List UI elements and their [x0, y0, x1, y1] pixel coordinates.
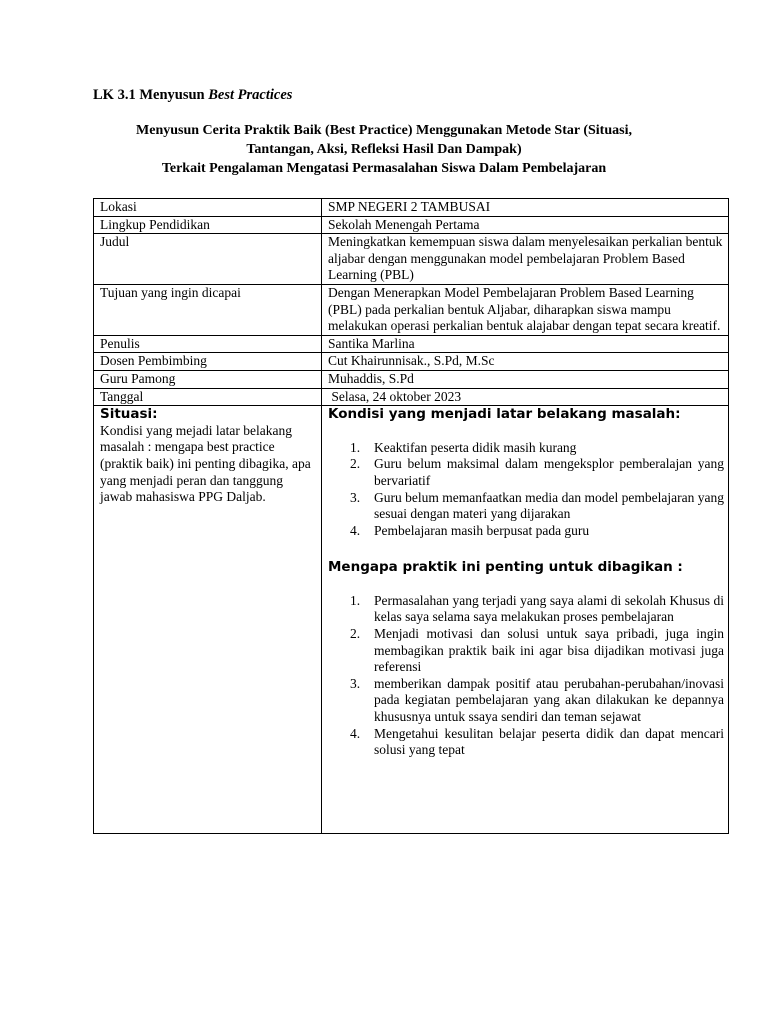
- label-penulis: Penulis: [94, 335, 322, 353]
- label-lingkup-pendidikan: Lingkup Pendidikan: [94, 216, 322, 234]
- row-tujuan: [94, 284, 729, 335]
- list-text: Mengetahui kesulitan belajar peserta didik dan dapat mencari solusi yang tepat: [374, 725, 724, 758]
- document-title-prefix: LK 3.1 Menyusun: [93, 87, 209, 103]
- label-dosen-pembimbing: Dosen Pembimbing: [94, 353, 322, 371]
- list-number: 3.: [350, 489, 361, 505]
- row-situasi: [94, 406, 729, 834]
- list-item: [328, 523, 724, 540]
- label-tujuan: Tujuan yang ingin dicapai: [94, 284, 322, 335]
- value-lokasi: SMP NEGERI 2 TAMBUSAI: [322, 199, 729, 217]
- list-number: 2.: [350, 626, 361, 642]
- label-guru-pamong: Guru Pamong: [94, 370, 322, 388]
- best-practice-table: [93, 198, 729, 834]
- value-penulis: Santika Marlina: [322, 335, 729, 353]
- value-dosen-pembimbing: Cut Khairunnisak., S.Pd, M.Sc: [322, 353, 729, 371]
- situasi-content-cell: [322, 406, 729, 834]
- value-guru-pamong: Muhaddis, S.Pd: [322, 370, 729, 388]
- row-penulis: [94, 335, 729, 353]
- list-number: 2.: [350, 456, 361, 472]
- list-item: [328, 593, 724, 626]
- row-guru-pamong: [94, 370, 729, 388]
- list-number: 4.: [350, 522, 361, 538]
- document-title: [93, 87, 292, 104]
- mengapa-title: Mengapa praktik ini penting untuk dibagikan :: [328, 559, 683, 576]
- list-number: 3.: [350, 675, 361, 691]
- list-item: [328, 490, 724, 523]
- list-text: Pembelajaran masih berpusat pada guru: [374, 522, 590, 538]
- label-tanggal: Tanggal: [94, 388, 322, 406]
- row-judul: [94, 234, 729, 285]
- row-lokasi: [94, 199, 729, 217]
- mengapa-list: [328, 593, 724, 759]
- list-number: 4.: [350, 725, 361, 741]
- situasi-description: Kondisi yang mejadi latar belakang masalah : mengapa best practice (praktik baik) ini penting dibagika, apa yang menjadi peran dan tanggung jawab mahasiswa PPG Daljab.: [100, 422, 311, 505]
- heading-line-3: Terkait Pengalaman Mengatasi Permasalahan Siswa Dalam Pembelajaran: [161, 161, 607, 176]
- list-text: Permasalahan yang terjadi yang saya alami di sekolah Khusus di kelas saya selama saya melakukan proses pembelajaran: [374, 592, 724, 625]
- row-dosen-pembimbing: [94, 353, 729, 371]
- heading-line-2: Tantangan, Aksi, Refleksi Hasil Dan Dampak): [246, 142, 522, 157]
- document-title-italic: Best Practices: [208, 87, 293, 103]
- row-lingkup-pendidikan: [94, 216, 729, 234]
- list-text: memberikan dampak positif atau perubahan-perubahan/inovasi pada kegiatan pembelajaran yang akan dilakukan ke depannya khususnya untuk ssaya sendiri dan teman sejawat: [374, 675, 724, 725]
- value-tujuan: Dengan Menerapkan Model Pembelajaran Problem Based Learning (PBL) pada perkalian bentuk Aljabar, diharapkan siswa mampu melakukan operasi perkalian bentuk alajabar dengan tepat secara kreatif.: [322, 284, 729, 335]
- list-number: 1.: [350, 439, 361, 455]
- kondisi-title: Kondisi yang menjadi latar belakang masalah:: [328, 406, 681, 423]
- row-tanggal: [94, 388, 729, 406]
- heading-line-1: Menyusun Cerita Praktik Baik (Best Practice) Menggunakan Metode Star (Situasi,: [136, 123, 632, 138]
- kondisi-list: [328, 440, 724, 540]
- value-judul: Meningkatkan kemempuan siswa dalam menyelesaikan perkalian bentuk aljabar dengan menggunakan model pembelajaran Problem Based Learning (PBL): [322, 234, 729, 285]
- list-item: [328, 726, 724, 759]
- list-number: 1.: [350, 592, 361, 608]
- list-item: [328, 676, 724, 726]
- situasi-label: Situasi:: [100, 406, 158, 423]
- list-text: Guru belum memanfaatkan media dan model pembelajaran yang sesuai dengan materi yang dijarakan: [374, 489, 724, 522]
- label-judul: Judul: [94, 234, 322, 285]
- list-item: [328, 440, 724, 457]
- situasi-cell: [94, 406, 322, 834]
- label-lokasi: Lokasi: [94, 199, 322, 217]
- value-lingkup-pendidikan: Sekolah Menengah Pertama: [322, 216, 729, 234]
- list-text: Guru belum maksimal dalam mengeksplor pemberalajan yang bervariatif: [374, 456, 724, 488]
- list-text: Menjadi motivasi dan solusi untuk saya pribadi, juga ingin membagikan praktik baik ini agar bisa dijadikan motivasi juga referensi: [374, 626, 724, 675]
- list-text: Keaktifan peserta didik masih kurang: [374, 439, 577, 455]
- list-item: [328, 626, 724, 676]
- list-item: [328, 456, 724, 489]
- value-tanggal: Selasa, 24 oktober 2023: [322, 388, 729, 406]
